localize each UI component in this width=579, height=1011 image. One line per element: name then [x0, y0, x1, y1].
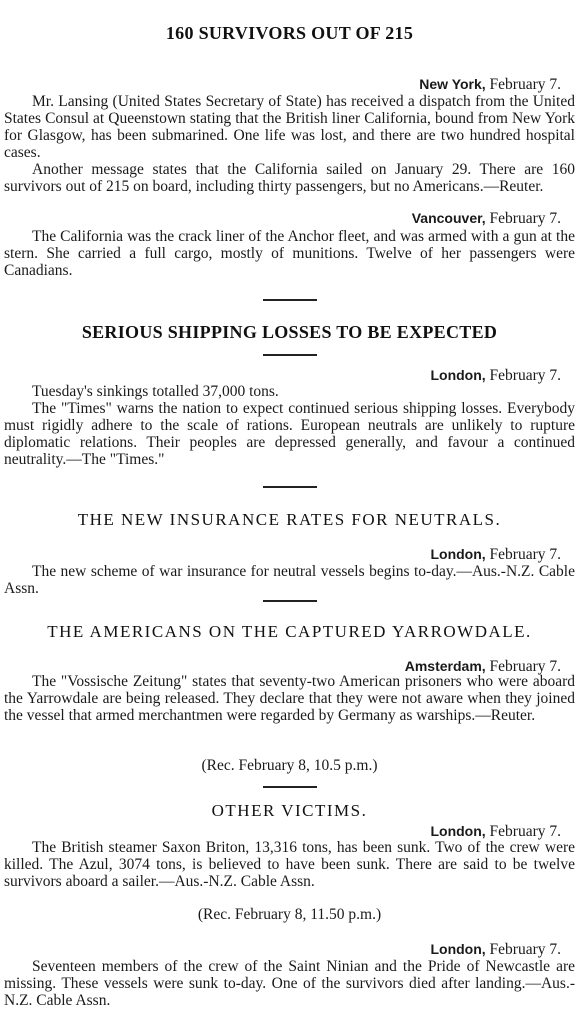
- dateline: [419, 76, 561, 93]
- received-note: (Rec. February 8, 10.5 p.m.): [201, 757, 378, 774]
- dateline-date: February 7.: [489, 76, 561, 93]
- article-body: [4, 839, 575, 890]
- dateline-date: February 7.: [489, 941, 561, 958]
- dateline-place: London,: [430, 546, 486, 562]
- article-headline: OTHER VICTIMS.: [211, 801, 368, 820]
- dateline-place: London,: [430, 941, 486, 957]
- paragraph: The "Vossische Zeitung" states that seventy-two American prisoners who were aboard the Yarrowdale are being released. They declare that they were not aware when they joined the vessel that armed merchantmen were regarded by Germany as warships.—Reuter.: [4, 673, 575, 724]
- paragraph: Another message states that the California sailed on January 29. There are 160 survivors out of 215 on board, including thirty passengers, but no Americans.—Reuter.: [4, 161, 575, 195]
- article-body: [4, 93, 575, 195]
- dateline: [430, 367, 561, 384]
- paragraph: Tuesday's sinkings totalled 37,000 tons.: [32, 383, 279, 400]
- article-body: [4, 673, 575, 724]
- article-headline: THE AMERICANS ON THE CAPTURED YARROWDALE.: [47, 622, 532, 641]
- paragraph: Mr. Lansing (United States Secretary of State) has received a dispatch from the United States Consul at Queenstown stating that the British liner California, bound from New York for Glasgow, has been submarined. One life was lost, and there are two hundred hospital cases.: [4, 93, 575, 161]
- dateline-date: February 7.: [489, 823, 561, 840]
- dateline-place: Amsterdam,: [404, 658, 486, 674]
- divider-rule: [263, 600, 317, 602]
- dateline: [412, 210, 561, 227]
- dateline-date: February 7.: [489, 546, 561, 563]
- article-body: [4, 563, 575, 597]
- article-body: [4, 958, 575, 1009]
- dateline: [430, 941, 561, 958]
- divider-rule: [263, 299, 317, 301]
- paragraph: The new scheme of war insurance for neutral vessels begins to-day.—Aus.-N.Z. Cable Assn.: [4, 563, 575, 597]
- dateline-date: February 7.: [489, 367, 561, 384]
- received-note: (Rec. February 8, 11.50 p.m.): [197, 906, 382, 923]
- divider-rule: [263, 486, 317, 488]
- paragraph: The "Times" warns the nation to expect continued serious shipping losses. Everybody must rigidly adhere to the scale of rations. European neutrals are unlikely to rupture diplomatic relations. Their peoples are depressed generally, and favour a continued neutrality.—The "Times.": [4, 400, 575, 468]
- dateline-place: London,: [430, 367, 486, 383]
- paragraph: The British steamer Saxon Briton, 13,316 tons, has been sunk. Two of the crew were killed. The Azul, 3074 tons, is believed to have been sunk. There are said to be twelve survivors aboard a sailer.—Aus.-N.Z. Cable Assn.: [4, 839, 575, 890]
- divider-rule: [263, 786, 317, 788]
- divider-rule: [263, 354, 317, 356]
- dateline-date: February 7.: [489, 210, 561, 227]
- article-headline: SERIOUS SHIPPING LOSSES TO BE EXPECTED: [81, 322, 498, 342]
- article-body: [4, 228, 575, 279]
- dateline-place: Vancouver,: [411, 210, 486, 226]
- dateline: [430, 546, 561, 563]
- article-headline: THE NEW INSURANCE RATES FOR NEUTRALS.: [77, 510, 502, 529]
- dateline-place: New York,: [419, 76, 486, 92]
- article-headline: 160 SURVIVORS OUT OF 215: [165, 23, 414, 43]
- article-body: [4, 383, 575, 468]
- dateline-place: London,: [430, 823, 486, 839]
- paragraph: Seventeen members of the crew of the Saint Ninian and the Pride of Newcastle are missing. These vessels were sunk to-day. One of the survivors died after landing.—Aus.-N.Z. Cable Assn.: [4, 958, 575, 1009]
- dateline: [430, 823, 561, 840]
- dateline-date: February 7.: [489, 658, 561, 675]
- paragraph: The California was the crack liner of the Anchor fleet, and was armed with a gun at the stern. She carried a full cargo, mostly of munitions. Twelve of her passengers were Canadians.: [4, 228, 575, 279]
